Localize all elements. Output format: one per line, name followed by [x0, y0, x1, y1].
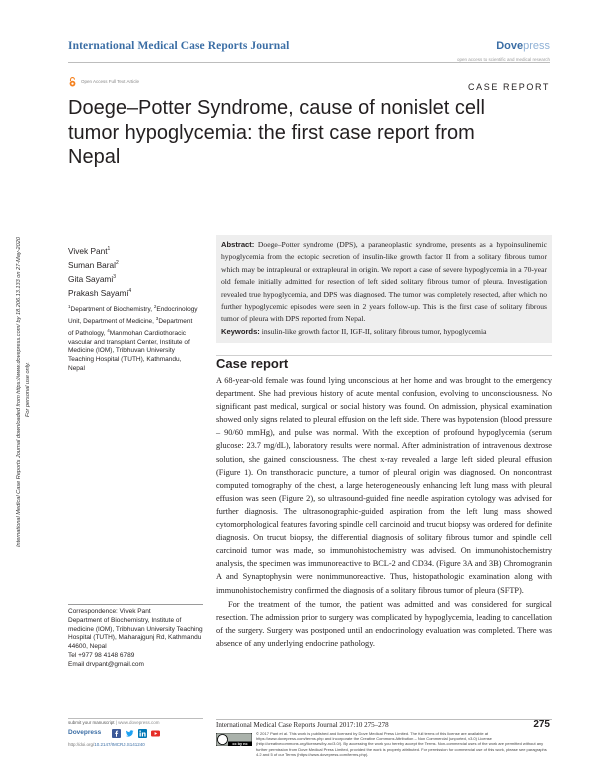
- abstract-text: Doege–Potter syndrome (DPS), a paraneoplastic syndrome, presents as a hypoinsulinemic hypoglycemia from the ectopic secretion of insulin-like growth factor II from a solitary fibrous tumor which may be intrapleural or extrapleural in origin. We report a case of severe hypoglycemia in a 70-year old female initially admitted for resection of left sided solitary fibrous tumor of pleura. Investigation revealed true hypoglycemia, and DPS was diagnosed. The tumor was completely resected, after which no further hypoglycemic episodes were seen in 2 years follow-up. This is the first case of solitary fibrous tumor of pleura with DPS reported from Nepal.: [221, 240, 547, 324]
- facebook-icon[interactable]: [112, 729, 121, 738]
- cc-badge-text: cc by nc: [232, 742, 248, 746]
- keywords-label: Keywords:: [221, 326, 260, 336]
- abstract: [221, 239, 547, 326]
- creative-commons-badge[interactable]: [216, 733, 252, 746]
- correspondence-email[interactable]: Email drvpant@gmail.com: [68, 660, 144, 668]
- citation-divider: [216, 719, 552, 720]
- affil-sup: 3: [155, 315, 159, 321]
- download-side-note: [6, 117, 38, 547]
- article-title: Doege–Potter Syndrome, cause of nonislet cell tumor hypoglycemia: the first case report from Nepal: [68, 97, 485, 168]
- side-note-line2: For personal use only.: [25, 362, 31, 417]
- correspondence: [68, 608, 203, 670]
- correspondence-phone: Tel +977 98 4148 6789: [68, 651, 135, 659]
- correspondence-divider: [68, 604, 203, 605]
- open-access-label: Open Access Full Text Article: [81, 79, 139, 84]
- section-heading: Case report: [216, 356, 289, 371]
- submit-url: | www.dovepress.com: [114, 720, 160, 725]
- author[interactable]: [68, 257, 131, 271]
- author-name: Gita Sayami: [68, 273, 114, 284]
- affil-text: Department of Pathology,: [68, 318, 193, 337]
- journal-name[interactable]: International Medical Case Reports Journal: [68, 40, 290, 52]
- brand-light: press: [523, 40, 550, 52]
- page-number: 275: [533, 719, 550, 730]
- journal-citation: International Medical Case Reports Journal 2017:10 275–278: [216, 721, 389, 729]
- doi-label: http://doi.org/: [68, 742, 95, 747]
- linkedin-icon[interactable]: [138, 729, 147, 738]
- doi-link[interactable]: [68, 742, 145, 747]
- brand-bold: Dove: [496, 40, 524, 52]
- article-type: CASE REPORT: [468, 82, 550, 92]
- youtube-icon[interactable]: [151, 729, 160, 738]
- correspondence-label: Correspondence: Vivek Pant: [68, 608, 151, 615]
- open-access-icon: [68, 77, 77, 87]
- doi-value: 10.2147/IMCRJ.S141240: [94, 742, 145, 747]
- correspondence-address: Department of Biochemistry, Institute of medicine (IOM), Tribhuvan University Teaching Hospital (TUTH), Maharajgunj Rd, Kathmandu 44600, Nepal: [68, 616, 203, 651]
- author[interactable]: [68, 271, 131, 285]
- author-name: Suman Baral: [68, 259, 116, 270]
- footer-brand[interactable]: Dovepress: [68, 729, 102, 736]
- header-divider: [68, 62, 550, 63]
- affil-sup: 2: [153, 304, 157, 309]
- affil-sup: 4: [107, 327, 110, 333]
- author-name: Vivek Pant: [68, 245, 108, 256]
- abstract-label: Abstract:: [221, 240, 255, 249]
- twitter-icon[interactable]: [125, 729, 134, 738]
- body-paragraph: For the treatment of the tumor, the patient was admitted and was considered for surgical resection. The admission prior to surgery was complicated by hypoglycemia, leading to cancellation of the surgery. Surgery was postponed until an endocrinology evaluation was completed. There was absence of any underlying endocrine pathology.: [216, 599, 552, 648]
- affil-sup: 1: [68, 304, 71, 309]
- keywords: [221, 326, 547, 338]
- submit-label: submit your manuscript: [68, 720, 115, 725]
- author-sup: 4: [128, 287, 132, 294]
- author-sup: 1: [107, 246, 111, 252]
- author[interactable]: [68, 285, 131, 299]
- license-text: © 2017 Pant et al. This work is published and licensed by Dove Medical Press Limited. The full terms of this license are available at https://www.dovepress.com/terms.php and incorporate the Creative Commons Attribution – Non Commercial (unported, v3.0) License (http://creativecommons.org/licenses/by-nc/3.0/). By accessing the work you hereby accept the Terms. Non-commercial uses of the work are permitted without any further permission from Dove Medical Press Limited, provided the work is properly attributed. For permission for commercial use of this work, please see paragraphs 4.2 and 5 of our Terms (https://www.dovepress.com/terms.php).: [256, 731, 547, 757]
- author-sup: 3: [113, 273, 116, 280]
- body-text: [216, 374, 552, 650]
- body-paragraph: A 68-year-old female was found lying unconscious at her home and was brought to the emergency department. She had previous history of acute mental confusion, evolving to unconsciousness. No significant past medical, surgical or social history was found. On admission, physical examination showed only signs related to pleural effusion on the left side. There was hypotension (blood pressure – 90/60 mmHg), and pulse was normal. With the exception of profound hypoglycemia (serum glucose: 23.7 mg/dL), laboratory results were normal. After administration of intravenous dextrose solution, she gained consciousness. The chest x-ray revealed a large left sided pleural effusion (Figure 1). On transthoracic puncture, a tumor of pleural origin was diagnosed. On noncontrast computed tomography of the chest, a large heterogeneously enhancing left lung mass with pleural effusion was seen (Figure 2), so ultrasound-guided fine needle aspiration cytology was advised for further diagnosis. The ultrasonographic-guided aspiration from the left lung mass showed cytomorphological features favoring spindle cell carcinoid and trucut biopsy was ordered for definite diagnosis. On trucut biopsy, the differential diagnosis of solitary fibrous tumor and spindle cell carcinoid tumor was made, so immunohistochemistry was advised. On immunohistochemistry analysis, the specimen was immunoreactive to BCL-2 and CD34. (Figure 3A and 3B) Chromogranin A and Synaptophysin were nonimmunoreactive. Thus, histopathologic examination along with immunohistochemistry confirmed the diagnosis of a solitary fibrous tumor of pleura (SFTP).: [216, 376, 552, 595]
- affil-text: Department of Biochemistry,: [70, 306, 154, 314]
- affiliations: [68, 303, 198, 373]
- author[interactable]: [68, 243, 131, 257]
- footer-divider: [68, 718, 203, 719]
- dovepress-logo[interactable]: [496, 40, 550, 52]
- side-note-line1: International Medical Case Reports Journal downloaded from https://www.dovepress.com/ by 18.206.13.133 on 27-May-2020: [16, 236, 22, 547]
- brand-tagline: open access to scientific and medical research: [456, 57, 550, 62]
- author-sup: 2: [115, 259, 119, 266]
- affil-text: Endocrinology Unit, Department of Medicine,: [68, 306, 198, 326]
- submit-link[interactable]: [68, 720, 159, 725]
- abstract-box: [216, 235, 552, 343]
- keywords-text: insulin-like growth factor II, IGF-II, solitary fibrous tumor, hypoglycemia: [259, 326, 487, 336]
- author-list: [68, 243, 131, 299]
- affil-text: Manmohan Cardiothoracic vascular and transplant Center, Institute of Medicine (IOM), Tribhuvan University Teaching Hospital (TUTH), Kathmandu, Nepal: [68, 329, 190, 372]
- author-name: Prakash Sayami: [68, 287, 129, 298]
